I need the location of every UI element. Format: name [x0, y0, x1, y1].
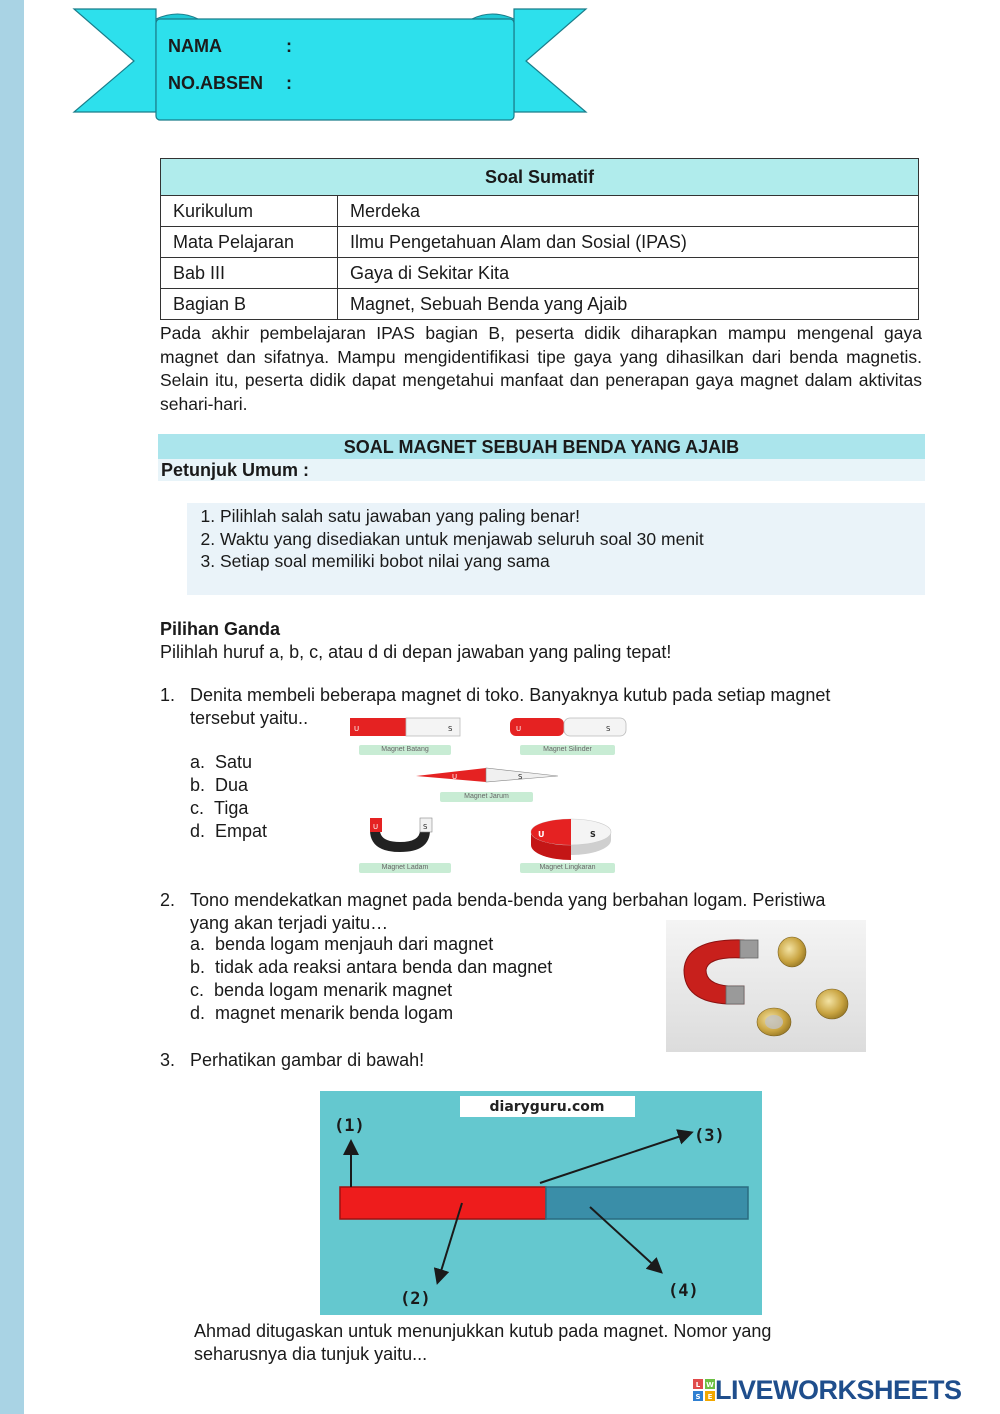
name-label: NAMA	[168, 36, 222, 56]
option-b[interactable]	[190, 775, 248, 796]
ribbon-banner	[68, 6, 592, 124]
needle-magnet-icon	[416, 768, 558, 782]
pilihan-ganda-title: Pilihan Ganda	[160, 619, 281, 639]
name-colon: :	[286, 36, 292, 56]
pilihan-ganda-instruction: Pilihlah huruf a, b, c, atau d di depan jawaban yang paling tepat!	[160, 642, 672, 662]
horseshoe-magnet-icon	[370, 818, 432, 852]
question-text: Tono mendekatkan magnet pada benda-benda yang berbahan logam. Peristiwa	[190, 890, 826, 910]
pole-label-u: U	[354, 725, 360, 733]
section-title: SOAL MAGNET SEBUAH BENDA YANG AJAIB	[158, 434, 925, 459]
absen-field-label	[168, 73, 292, 94]
table-row	[161, 196, 919, 227]
question-text: Ahmad ditugaskan untuk menunjukkan kutub pada magnet. Nomor yang	[194, 1321, 772, 1341]
option-d[interactable]	[190, 821, 267, 842]
option-b[interactable]	[190, 957, 552, 978]
table-key: Kurikulum	[161, 196, 338, 227]
option-text: Satu	[215, 752, 253, 772]
caption-magnet-silinder: Magnet Silinder	[520, 745, 615, 755]
option-d[interactable]	[190, 1003, 453, 1024]
question-number: 2.	[160, 890, 176, 910]
option-letter: c.	[190, 980, 205, 1000]
question-number: 3.	[160, 1050, 176, 1070]
option-text: benda logam menarik magnet	[214, 980, 453, 1000]
option-letter: b.	[190, 775, 206, 795]
petunjuk-title: Petunjuk Umum :	[161, 460, 310, 480]
site-label: diaryguru.com	[489, 1099, 605, 1115]
ring-magnet-icon	[531, 819, 611, 860]
absen-label: NO.ABSEN	[168, 73, 264, 93]
option-letter: a.	[190, 752, 206, 772]
table-value: Merdeka	[338, 196, 919, 227]
left-margin-strip	[0, 0, 24, 1414]
caption-magnet-jarum: Magnet Jarum	[440, 792, 533, 802]
caption-magnet-lingkaran: Magnet Lingkaran	[520, 863, 615, 873]
question-text: Denita membeli beberapa magnet di toko. Banyaknya kutub pada setiap magnet	[190, 685, 831, 705]
option-a[interactable]	[190, 934, 493, 955]
table-key: Bagian B	[161, 289, 338, 320]
option-text: magnet menarik benda logam	[215, 1003, 454, 1023]
option-text: Dua	[215, 775, 249, 795]
table-value: Ilmu Pengetahuan Alam dan Sosial (IPAS)	[338, 227, 919, 258]
option-text: Empat	[215, 821, 268, 841]
svg-text:W: W	[706, 1381, 714, 1389]
brand-text: LIVEWORKSHEETS	[715, 1374, 962, 1405]
petunjuk-title-bar	[158, 459, 925, 481]
intro-paragraph: Pada akhir pembelajaran IPAS bagian B, peserta didik diharapkan mampu mengenal gaya magnet dan sifatnya. Mampu mengidentifikasi tipe gaya yang dihasilkan dari benda magnetis. Selain itu, peserta didik dapat mengetahui manfaat dan penerapan gaya magnet dalam aktivitas sehari-hari.	[160, 323, 922, 414]
table-row	[161, 258, 919, 289]
list-item: 2. Waktu yang disediakan untuk menjawab seluruh soal 30 menit	[220, 528, 925, 551]
option-letter: a.	[190, 934, 206, 954]
option-c[interactable]	[190, 798, 248, 819]
option-c[interactable]	[190, 980, 452, 1001]
svg-text:L: L	[695, 1381, 701, 1389]
info-table	[160, 158, 919, 320]
horseshoe-magnet-coins-photo	[666, 920, 866, 1052]
table-row	[161, 289, 919, 320]
info-table-title: Soal Sumatif	[161, 159, 919, 196]
table-value: Gaya di Sekitar Kita	[338, 258, 919, 289]
name-field-label	[168, 36, 292, 57]
option-text: Tiga	[214, 798, 249, 818]
table-row	[161, 227, 919, 258]
pole-label-u: U	[452, 773, 458, 781]
liveworksheets-logo	[693, 1375, 962, 1405]
svg-text:S: S	[695, 1393, 701, 1401]
table-value: Magnet, Sebuah Benda yang Ajaib	[338, 289, 919, 320]
pole-label-s: S	[518, 773, 523, 781]
caption-magnet-batang: Magnet Batang	[359, 745, 451, 755]
list-item: 3. Setiap soal memiliki bobot nilai yang sama	[220, 550, 925, 573]
option-a[interactable]	[190, 752, 252, 773]
label-3: (3)	[694, 1126, 725, 1146]
bar-magnet-icon	[350, 718, 460, 736]
table-key: Bab III	[161, 258, 338, 289]
pole-label-s: S	[606, 725, 611, 733]
option-text: benda logam menjauh dari magnet	[215, 934, 494, 954]
pole-label-u: U	[516, 725, 522, 733]
label-4: (4)	[668, 1281, 699, 1301]
question-text-cont: yang akan terjadi yaitu…	[190, 913, 389, 933]
option-letter: d.	[190, 1003, 206, 1023]
rules-box	[187, 503, 925, 595]
option-letter: c.	[190, 798, 205, 818]
bar-magnet-diagram	[320, 1091, 762, 1315]
pole-label-s: S	[448, 725, 453, 733]
cylinder-magnet-icon	[510, 718, 626, 736]
question-text-cont: tersebut yaitu..	[190, 708, 309, 728]
option-letter: d.	[190, 821, 206, 841]
label-2: (2)	[400, 1289, 431, 1309]
pole-label-u: U	[373, 823, 379, 831]
liveworksheets-logo-icon	[693, 1379, 715, 1401]
option-letter: b.	[190, 957, 206, 977]
svg-text:E: E	[707, 1393, 713, 1401]
pole-label-u: U	[538, 830, 545, 839]
option-text: tidak ada reaksi antara benda dan magnet	[215, 957, 553, 977]
question-3-prompt	[194, 1320, 924, 1366]
rules-list	[187, 503, 925, 573]
caption-magnet-ladam: Magnet Ladam	[359, 863, 451, 873]
pole-label-s: S	[423, 823, 428, 831]
list-item: 1. Pilihlah salah satu jawaban yang paling benar!	[220, 505, 925, 528]
label-1: (1)	[334, 1116, 365, 1136]
table-key: Mata Pelajaran	[161, 227, 338, 258]
question-text: Perhatikan gambar di bawah!	[190, 1050, 425, 1070]
question-number: 1.	[160, 685, 176, 705]
absen-colon: :	[286, 73, 292, 93]
question-text-cont: seharusnya dia tunjuk yaitu...	[194, 1344, 428, 1364]
pole-label-s: S	[590, 830, 596, 839]
